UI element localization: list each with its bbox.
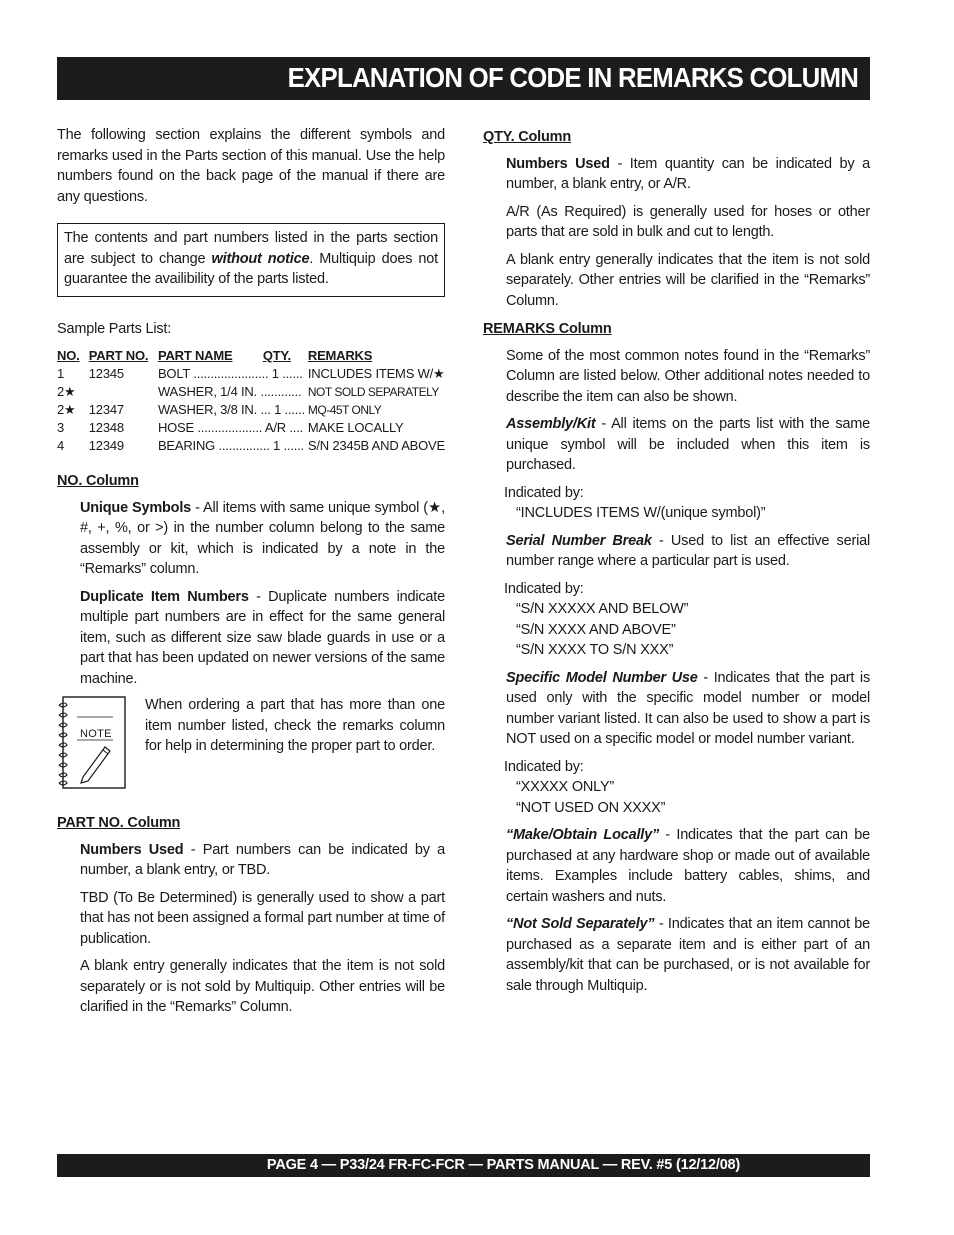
table-row	[57, 365, 445, 383]
duplicate-items-text: - Duplicate numbers indicate multiple part numbers are in effect for the same general item, such as different size saw blade guards in use or a part that has been updated on newer versions of the same machine.	[80, 588, 445, 687]
header-part-no: PART NO.	[88, 348, 149, 363]
serial-indicator: “S/N XXXXX AND BELOW”	[516, 601, 689, 617]
header-remarks: REMARKS	[307, 348, 373, 363]
cell-no: 1	[57, 366, 65, 381]
table-row	[57, 419, 445, 437]
not-sold-title: “Not Sold Separately”	[506, 916, 655, 932]
qty-column-heading: QTY. Column	[483, 129, 572, 145]
unique-symbols-paragraph	[80, 498, 445, 580]
cell-name: HOSE ................... A/R ....	[157, 420, 304, 435]
cell-part-no	[89, 383, 158, 401]
header-no: NO.	[57, 348, 80, 363]
cell-part-no: 12348	[88, 420, 124, 435]
part-numbers-used-title: Numbers Used	[80, 841, 184, 858]
model-use-text: - Indicates that the part is used only with the specific model number or model number variant listed. It can also be used to show a part is NOT used on a specific model or model number variant.	[506, 669, 870, 747]
table-row	[57, 437, 445, 455]
model-use-title: Specific Model Number Use	[506, 669, 698, 686]
cell-remarks: MAKE LOCALLY	[307, 420, 404, 435]
serial-break-title: Serial Number Break	[506, 532, 652, 549]
ar-paragraph: A/R (As Required) is generally used for hoses or other parts that are sold in bulk and cut to length.	[506, 203, 870, 240]
table-row	[57, 383, 445, 401]
notice-text-start: The contents and part numbers listed in the parts section are subject to change	[64, 230, 438, 267]
left-column	[57, 125, 445, 1018]
header-qty: QTY.	[262, 348, 291, 363]
make-locally-paragraph	[506, 825, 870, 907]
indicated-by-label: Indicated by:	[504, 758, 584, 775]
serial-indicator: “S/N XXXX AND ABOVE”	[516, 621, 676, 638]
duplicate-items-title: Duplicate Item Numbers	[80, 588, 249, 605]
part-numbers-used-text: - Part numbers can be indicated by a number, a blank entry, or TBD.	[80, 841, 446, 878]
cell-name: WASHER, 3/8 IN. ... 1 ......	[157, 402, 306, 417]
cell-name: BOLT ...................... 1 ......	[157, 366, 303, 381]
sample-label: Sample Parts List:	[57, 320, 172, 337]
cell-remarks: NOT SOLD SEPARATELY	[307, 385, 439, 399]
notice-emphasis: without notice	[211, 250, 310, 267]
make-locally-title: “Make/Obtain Locally”	[506, 827, 660, 843]
model-use-paragraph	[506, 668, 870, 750]
header-part-name: PART NAME	[157, 348, 233, 363]
unique-symbols-text: - All items with same unique symbol (★, #, +, %, or >) in the number column belong to the same assembly or kit, which is indicated by a note in the “Remarks” column.	[80, 499, 445, 577]
cell-remarks: INCLUDES ITEMS W/★	[307, 366, 445, 381]
assembly-indicator: “INCLUDES ITEMS W/(unique symbol)”	[516, 505, 766, 521]
page-title: EXPLANATION OF CODE IN REMARKS COLUMN	[287, 62, 858, 93]
model-indicator: “NOT USED ON XXXX”	[516, 799, 666, 816]
serial-break-paragraph	[506, 531, 870, 572]
make-locally-text: - Indicates that the part can be purchased at any hardware shop or made out of available items. Examples include battery cables, shims, and certain washers and nuts.	[506, 827, 870, 905]
cell-part-no: 12345	[88, 366, 124, 381]
cell-part-no: 12347	[88, 402, 124, 417]
cell-part-no: 12349	[88, 438, 124, 453]
header-banner	[57, 57, 870, 100]
qty-numbers-used-text: - Item quantity can be indicated by a number, a blank entry, or A/R.	[506, 155, 871, 192]
part-blank-paragraph: A blank entry generally indicates that the item is not sold separately or is not sold by Multiquip. Other entries will be clarified in the “Remarks” Column.	[80, 958, 445, 1015]
cell-no: 2★	[57, 402, 76, 417]
unique-symbols-title: Unique Symbols	[80, 499, 192, 516]
qty-numbers-used-paragraph	[506, 154, 870, 195]
no-column-heading: NO. Column	[57, 473, 139, 489]
notice-text-end: . Multiquip does not guarantee the availibility of the parts listed.	[64, 250, 438, 287]
cell-no: 4	[57, 438, 65, 453]
note-text: When ordering a part that has more than one item number listed, check the remarks column for help in determining the proper part to order.	[145, 697, 445, 754]
not-sold-text: - Indicates that an item cannot be purchased as a separate item and is either part of an assembly/kit that can be purchased, or is not available for sale through Multiquip.	[506, 916, 870, 994]
table-header-row	[57, 347, 445, 365]
right-column	[483, 127, 870, 996]
remarks-column-heading: REMARKS Column	[483, 321, 612, 337]
part-numbers-used-paragraph	[80, 840, 445, 881]
cell-name: WASHER, 1/4 IN. ............	[157, 384, 302, 399]
duplicate-items-paragraph	[80, 587, 445, 690]
footer-bar	[57, 1154, 870, 1177]
qty-numbers-used-title: Numbers Used	[506, 155, 610, 172]
indicated-by-label: Indicated by:	[504, 580, 584, 597]
cell-remarks: S/N 2345B AND ABOVE	[307, 438, 445, 453]
note-icon-label: NOTE	[80, 728, 112, 740]
qty-blank-paragraph: A blank entry generally indicates that the item is not sold separately. Other entries will be clarified in the “Remarks” Column.	[506, 251, 870, 309]
indicated-by-label: Indicated by:	[504, 484, 584, 501]
table-row	[57, 401, 445, 419]
cell-name: BEARING ............... 1 ......	[157, 438, 304, 453]
cell-no: 3	[57, 420, 65, 435]
part-no-column-heading: PART NO. Column	[57, 815, 181, 831]
tbd-paragraph: TBD (To Be Determined) is generally used to show a part that has not been assigned a formal part number at time of publication.	[80, 889, 445, 947]
cell-remarks: MQ-45T ONLY	[307, 403, 382, 417]
serial-break-text: - Used to list an effective serial number range where a particular part is used.	[506, 532, 870, 569]
remarks-intro: Some of the most common notes found in the “Remarks” Column are listed below. Other additional notes needed to describe the item can also be shown.	[506, 347, 870, 405]
note-block	[57, 695, 445, 825]
assembly-kit-text: - All items on the parts list with the same unique symbol will be included when this item is purchased.	[506, 416, 870, 473]
sample-parts-table	[57, 347, 445, 455]
serial-indicator: “S/N XXXX TO S/N XXX”	[516, 642, 674, 658]
notice-box	[57, 223, 445, 297]
footer-text: PAGE 4 — P33/24 FR-FC-FCR — PARTS MANUAL — REV. #5 (12/12/08)	[266, 1157, 741, 1173]
not-sold-paragraph	[506, 914, 870, 996]
intro-paragraph: The following section explains the different symbols and remarks used in the Parts section of this manual. Use the help numbers found on the back page of the manual if there are any questions.	[57, 127, 445, 205]
cell-no: 2★	[57, 384, 76, 399]
assembly-kit-title: Assembly/Kit	[506, 416, 596, 432]
model-indicator: “XXXXX ONLY”	[516, 779, 615, 795]
assembly-kit-paragraph	[506, 414, 870, 476]
